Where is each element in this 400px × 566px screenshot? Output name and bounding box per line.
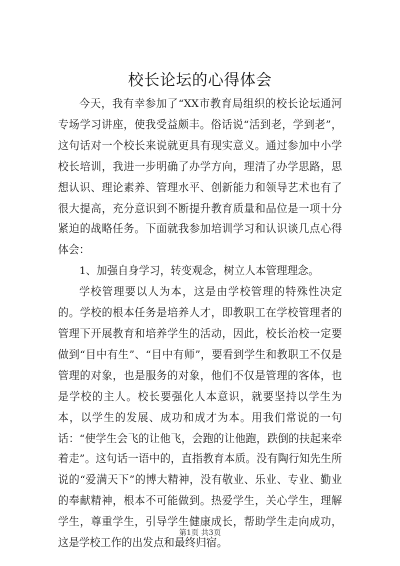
document-title: 校长论坛的心得体会 [127, 71, 272, 89]
document-body [58, 94, 342, 554]
section-heading-1: 1、加强自身学习，转变观念，树立人本管理理念。 [79, 265, 319, 278]
page-number-footer: 第1页 共3页 [179, 528, 221, 537]
body-paragraph: 学校管理要以人为本，这是由学校管理的特殊性决定的。学校的根本任务是培养人才，即教职工在学校管理者的管理下开展教育和培养学生的活动，因此，校长治校一定要做到“目中有生”、“目中有师”，要看到学生和教职工不仅是管理的对象，也是服务的对象，他们不仅是管理的客体，也是学校的主人。校长要强化人本意识，就要坚持以学生为本，以学生的发展、成功和成才为本。用我们常说的一句话：“使学生会飞的让他飞，会跑的让他跑，跌倒的扶起来牵着走”。这句话一语中的，直指教育本质。没有陶行知先生所说的“爱满天下”的博大精神，没有敬业、乐业、专业、勤业的奉献精神，根本不可能做到。热爱学生，关心学生，理解学生，尊重学生，引导学生健康成长，帮助学生走向成功，这是学校工作的出发点和最终归宿。 [58, 286, 342, 550]
intro-paragraph: 今天，我有幸参加了“XX市教育局组织的校长论坛通河专场学习讲座，使我受益颇丰。俗话说“活到老，学到老”，这句话对一个校长来说就更具有现实意义。通过参加中小学校长培训，我进一步明确了办学方向，理清了办学思路，思想认识、理论素养、管理水平、创新能力和领导艺术也有了很大提高，充分意识到不断提升教育质量和品位是一项十分紧迫的战略任务。下面就我参加培训学习和认识谈几点心得体会： [58, 98, 342, 257]
